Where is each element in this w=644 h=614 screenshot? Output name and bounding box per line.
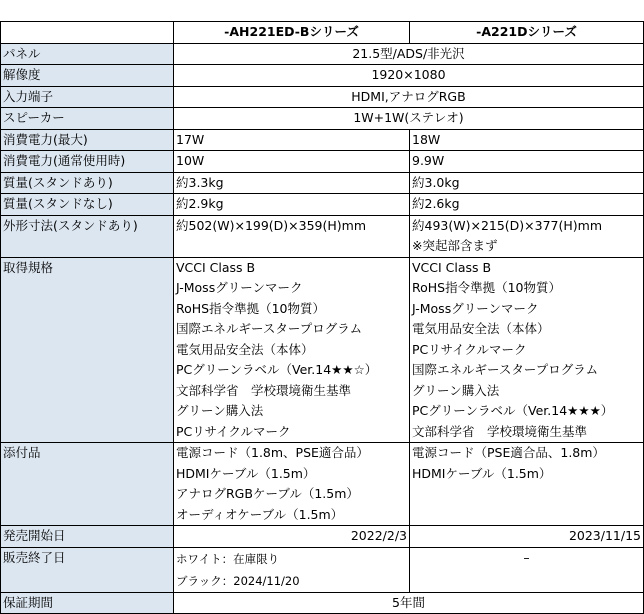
label-resolution: 解像度 [1, 65, 174, 87]
value-power-max-b: 18W [410, 129, 644, 151]
label-accessories: 添付品 [1, 443, 174, 526]
spec-table [0, 21, 644, 614]
value-release-b: 2023/11/15 [410, 526, 644, 548]
value-accessories-b [410, 443, 644, 526]
standard-item: PCグリーンラベル（Ver.14★★☆） [176, 362, 378, 377]
value-power-normal-a: 10W [174, 151, 410, 173]
standard-item: J-Mossグリーンマーク [176, 280, 303, 295]
label-release: 発売開始日 [1, 526, 174, 548]
value-speaker: 1W+1W(ステレオ) [174, 108, 644, 130]
label-power-normal: 消費電力(通常使用時) [1, 151, 174, 173]
row-accessories [1, 443, 644, 526]
value-dimensions-a: 約502(W)×199(D)×359(H)mm [174, 215, 410, 257]
row-end-of-sale [1, 547, 644, 592]
label-warranty: 保証期間 [1, 592, 174, 614]
standard-item: PCリサイクルマーク [176, 423, 291, 439]
label-weight-nostand: 質量(スタンドなし) [1, 194, 174, 216]
end-of-sale-white: ホワイト：在庫限り [176, 551, 280, 566]
standard-item: PCグリーンラベル（Ver.14★★★） [412, 403, 614, 418]
value-power-max-a: 17W [174, 129, 410, 151]
row-resolution [1, 65, 644, 87]
value-weight-nostand-b: 約2.6kg [410, 194, 644, 216]
label-standards: 取得規格 [1, 257, 174, 443]
accessory-item: オーディオケーブル（1.5m） [176, 506, 344, 522]
accessory-item: 電源コード（PSE適合品、1.8m） [412, 445, 605, 460]
value-end-of-sale-b: – [410, 547, 644, 592]
row-warranty [1, 592, 644, 614]
value-weight-stand-b: 約3.0kg [410, 172, 644, 194]
value-panel: 21.5型/ADS/非光沢 [174, 43, 644, 65]
value-standards-a [174, 257, 410, 443]
header-model-a221d: -A221Dシリーズ [410, 22, 644, 44]
row-dimensions [1, 215, 644, 257]
value-input: HDMI,アナログRGB [174, 86, 644, 108]
header-row [1, 22, 644, 44]
value-resolution: 1920×1080 [174, 65, 644, 87]
value-weight-nostand-a: 約2.9kg [174, 194, 410, 216]
value-power-normal-b: 9.9W [410, 151, 644, 173]
standard-item: 国際エネルギースタープログラム [176, 321, 363, 336]
label-weight-stand: 質量(スタンドあり) [1, 172, 174, 194]
row-power-max [1, 129, 644, 151]
standard-item: 文部科学省 学校環境衛生基準 [176, 382, 352, 398]
accessory-item: HDMIケーブル（1.5m） [176, 465, 316, 481]
value-dimensions-b [410, 215, 644, 257]
end-of-sale-black: ブラック：2024/11/20 [176, 573, 300, 588]
row-panel [1, 43, 644, 65]
value-warranty: 5年間 [174, 592, 644, 614]
standard-item: 電気用品安全法（本体） [176, 341, 314, 357]
accessory-item: 電源コード（1.8m、PSE適合品） [176, 445, 369, 460]
standard-item: 国際エネルギースタープログラム [412, 362, 599, 377]
label-speaker: スピーカー [1, 108, 174, 130]
row-standards [1, 257, 644, 443]
label-panel: パネル [1, 43, 174, 65]
row-speaker [1, 108, 644, 130]
standard-item: 文部科学省 学校環境衛生基準 [412, 423, 588, 439]
dimensions-b-line: 約493(W)×215(D)×377(H)mm [412, 217, 603, 233]
value-release-a: 2022/2/3 [174, 526, 410, 548]
label-dimensions: 外形寸法(スタンドあり) [1, 215, 174, 257]
value-accessories-a [174, 443, 410, 526]
standard-item: RoHS指令準拠（10物質） [412, 280, 562, 295]
standard-item: VCCI Class B [176, 259, 256, 275]
accessory-item: HDMIケーブル（1.5m） [412, 465, 552, 481]
row-input [1, 86, 644, 108]
row-weight-stand [1, 172, 644, 194]
standard-item: VCCI Class B [412, 259, 492, 275]
label-input: 入力端子 [1, 86, 174, 108]
row-weight-nostand [1, 194, 644, 216]
value-standards-b [410, 257, 644, 443]
standard-item: J-Mossグリーンマーク [412, 300, 539, 316]
value-weight-stand-a: 約3.3kg [174, 172, 410, 194]
dimensions-b-note: ※突起部含まず [412, 238, 498, 253]
label-end-of-sale: 販売終了日 [1, 547, 174, 592]
standard-item: グリーン購入法 [176, 403, 264, 418]
accessory-item: アナログRGBケーブル（1.5m） [176, 486, 359, 501]
header-blank [1, 22, 174, 44]
row-power-normal [1, 151, 644, 173]
standard-item: グリーン購入法 [412, 382, 500, 398]
label-power-max: 消費電力(最大) [1, 129, 174, 151]
standard-item: RoHS指令準拠（10物質） [176, 300, 326, 316]
standard-item: PCリサイクルマーク [412, 341, 527, 357]
header-model-ah221ed: -AH221ED-Bシリーズ [174, 22, 410, 44]
standard-item: 電気用品安全法（本体） [412, 321, 550, 336]
value-end-of-sale-a [174, 547, 410, 592]
row-release [1, 526, 644, 548]
